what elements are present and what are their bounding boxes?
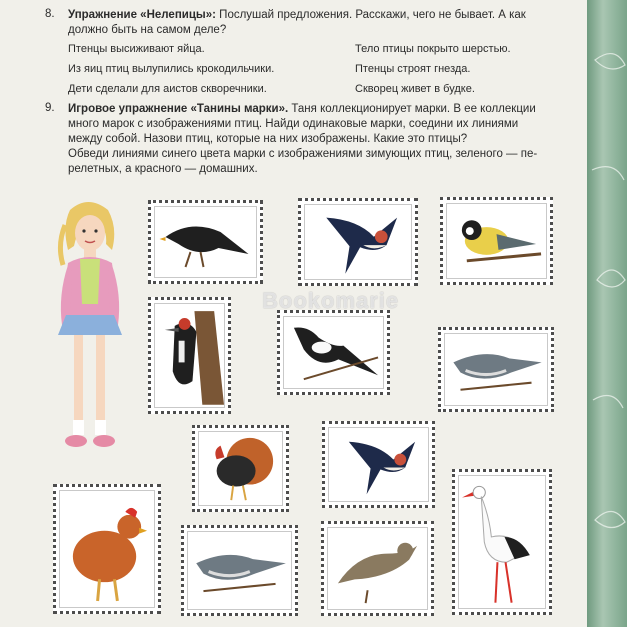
girl-illustration: [40, 195, 140, 465]
magpie-illustration: [284, 317, 383, 388]
cuckoo-illustration: [445, 334, 547, 405]
exercise-8-title: Упражнение «Нелепицы»:: [68, 9, 216, 21]
exercise-9-line-4: Обведи линиями синего цвета марки с изображениями зимующих птиц, зеленого — пе-: [68, 148, 538, 160]
turkey-illustration: [199, 432, 282, 505]
exercise-9-line-3: между собой. Назови птиц, которые на них изображены. Какие это птицы?: [68, 133, 468, 145]
cuckoo-illustration: [188, 532, 291, 609]
stamp-hen[interactable]: [53, 484, 161, 614]
great-tit-illustration: [447, 204, 546, 278]
exercise-9-line-1: Таня коллекционирует марки. В ее коллекции: [291, 103, 536, 115]
sentence: Скворец живет в будке.: [355, 83, 475, 95]
stamp-swallow[interactable]: [298, 198, 418, 286]
sentence: Из яиц птиц вылупились крокодильчики.: [68, 63, 275, 75]
exercise-9-title: Игровое упражнение «Танины марки».: [68, 103, 289, 115]
stamp-great-tit[interactable]: [440, 197, 553, 285]
swallow-illustration: [329, 428, 428, 501]
stamp-stork[interactable]: [452, 469, 552, 615]
exercise-8-instruction-1: Послушай предложения. Расскажи, чего не бывает. А как: [219, 9, 526, 21]
stamp-cuckoo[interactable]: [181, 525, 298, 616]
stamp-cuckoo[interactable]: [438, 327, 554, 412]
exercise-9-number: 9.: [45, 102, 55, 114]
watermark: Bookomarie: [262, 288, 400, 313]
swallow-illustration: [305, 205, 411, 279]
stamp-magpie[interactable]: [277, 310, 390, 395]
exercise-8-number: 8.: [45, 8, 55, 20]
exercise-8-instruction-2: должно быть на самом деле?: [68, 24, 227, 36]
blackbird-illustration: [155, 207, 256, 277]
exercise-9-text: [68, 102, 588, 117]
sentence: Птенцы строят гнезда.: [355, 63, 471, 75]
decorative-side-strip: [587, 0, 627, 627]
stork-illustration: [459, 476, 545, 608]
nightingale-illustration: [328, 528, 427, 609]
stamp-swallow[interactable]: [322, 421, 435, 508]
exercise-8-text: [68, 8, 588, 23]
stamp-turkey[interactable]: [192, 425, 289, 512]
sentence: Дети сделали для аистов скворечники.: [68, 83, 267, 95]
stamp-blackbird[interactable]: [148, 200, 263, 284]
exercise-9-line-5: релетных, а красного — домашних.: [68, 163, 258, 175]
stamp-nightingale[interactable]: [321, 521, 434, 616]
sentence: Тело птицы покрыто шерстью.: [355, 43, 511, 55]
sentence: Птенцы высиживают яйца.: [68, 43, 205, 55]
stamp-woodpecker[interactable]: [148, 297, 231, 414]
woodpecker-illustration: [155, 304, 224, 407]
exercise-9-line-2: много марок с изображениями птиц. Найди одинаковые марки, соедини их линиями: [68, 118, 519, 130]
hen-illustration: [60, 491, 154, 607]
